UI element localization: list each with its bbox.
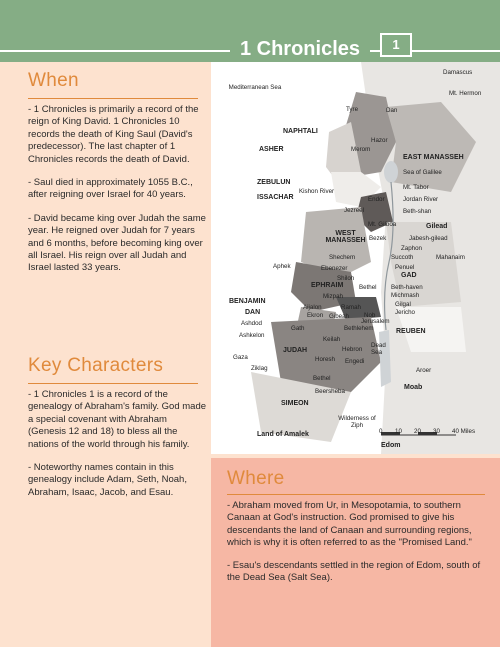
map-label: Edom xyxy=(381,442,401,449)
key-characters-section xyxy=(28,355,206,510)
map-label: Keilah xyxy=(323,336,341,343)
map-label: Beth-haven xyxy=(391,284,423,291)
chapter-number-badge: 1 xyxy=(380,33,412,57)
page-title: 1 Chronicles xyxy=(230,36,370,62)
map-label: Land of Amalek xyxy=(257,431,309,438)
where-paragraph: - Abraham moved from Ur, in Mesopotamia, to southern Canaan at God's instruction. God promised to give his descendants the land of Canaan and surrounding regions, which is why it is often referred to as the "Promised Land." xyxy=(227,500,472,549)
map-label: Wilderness of Ziph xyxy=(338,415,376,429)
map-label: NAPHTALI xyxy=(283,128,318,135)
map-label: Ziklag xyxy=(251,365,268,372)
scale-label: 20 xyxy=(414,428,421,435)
map-label: Jabesh-gilead xyxy=(409,235,448,242)
map-label: GAD xyxy=(401,272,417,279)
key-characters-rule xyxy=(28,383,198,384)
scale-label: 0 xyxy=(379,428,383,435)
map-label: Damascus xyxy=(443,69,473,76)
map-label: Gilgal xyxy=(395,301,411,308)
map-label: Bezek xyxy=(369,235,387,242)
map-label: Endor xyxy=(368,196,385,203)
map-label: Dead Sea xyxy=(371,342,386,356)
map-label: Engedi xyxy=(345,358,365,365)
map-label: Bethel xyxy=(313,375,331,382)
map-label: Aphek xyxy=(273,263,291,270)
map-label: Succoth xyxy=(391,254,414,261)
when-heading: When xyxy=(28,70,79,91)
map-label: Mahanaim xyxy=(436,254,465,261)
when-paragraph: - David became king over Judah the same year. He reigned over Judah for 7 years and 6 months, before becoming king over all Israel. His reign over all Judah and Israel lasted 33 years. xyxy=(28,212,206,274)
map-label: Aroer xyxy=(416,367,432,374)
map-label: Gilead xyxy=(426,223,448,230)
map-label: Aijalon xyxy=(303,304,322,311)
where-heading: Where xyxy=(227,468,285,489)
map-label: REUBEN xyxy=(396,328,426,335)
map-label: Bethlehem xyxy=(344,325,374,332)
map-label: SIMEON xyxy=(281,400,309,407)
map-label: Beersheba xyxy=(315,388,345,395)
map-label: DAN xyxy=(245,309,261,316)
map-label: JUDAH xyxy=(283,347,308,354)
map-label: Penuel xyxy=(395,264,415,271)
key-characters-paragraph: - Noteworthy names contain in this genealogy include Adam, Seth, Noah, Abraham, Isaac, Jacob, and Esau. xyxy=(28,462,187,498)
map-label: Zaphon xyxy=(401,245,422,252)
key-characters-paragraph: - 1 Chronicles 1 is a record of the genealogy of Abraham's family. God made a special covenant with Abraham (Genesis 12 and 18) to bless all the nations of the world through his family. xyxy=(28,389,207,450)
map-label: ISSACHAR xyxy=(257,194,294,201)
map-label: Michmash xyxy=(391,292,420,299)
where-rule xyxy=(227,494,485,495)
where-paragraph: - Esau's descendants settled in the region of Edom, south of the Dead Sea (Salt Sea). xyxy=(227,559,481,584)
map-label: ASHER xyxy=(259,146,284,153)
map-label: Sea of Galilee xyxy=(403,169,442,176)
map-label: Mt. Hermon xyxy=(449,90,482,97)
map-label: ZEBULUN xyxy=(257,179,291,186)
tribal-map xyxy=(211,62,500,454)
map-label: Jerusalem xyxy=(361,318,390,325)
when-paragraph: - 1 Chronicles is primarily a record of the reign of King David. 1 Chronicles 10 records the death of King Saul (David's predecessor). The last chapter of 1 Chronicles records the death of David. xyxy=(28,104,199,165)
key-characters-heading: Key Characters xyxy=(28,355,164,376)
map-label: WEST MANASSEH xyxy=(325,230,366,244)
when-rule xyxy=(28,98,198,99)
map-label: Mediterranean Sea xyxy=(228,84,282,91)
map-label: Mt. Tabor xyxy=(403,184,429,191)
map-label: EAST MANASSEH xyxy=(403,154,464,161)
map-label: Hebron xyxy=(342,346,363,353)
map-label: Beth-shan xyxy=(403,208,432,215)
map-label: Shiloh xyxy=(337,275,355,282)
map-label: Ashkelon xyxy=(239,332,265,339)
map-label: Ekron xyxy=(307,312,324,319)
map-label: Jericho xyxy=(395,309,415,316)
map-label: Shechem xyxy=(329,254,356,261)
map-label: BENJAMIN xyxy=(229,298,266,305)
map-label: Gaza xyxy=(233,354,248,361)
map-label: Moab xyxy=(404,384,423,391)
map-label: Jezreel xyxy=(344,207,364,214)
map-label: Merom xyxy=(351,146,371,153)
map-label: Nob xyxy=(364,312,376,319)
map-label: Horesh xyxy=(315,356,335,363)
map-label: Jordan River xyxy=(403,196,439,203)
scale-label: 40 Miles xyxy=(452,428,476,435)
map-label: Gath xyxy=(291,325,305,332)
map-label: Dan xyxy=(386,107,398,114)
where-section xyxy=(211,458,500,647)
map-label: EPHRAIM xyxy=(311,282,344,289)
map-label: Ramah xyxy=(341,304,361,311)
map-label: Hazor xyxy=(371,137,388,144)
scale-label: 30 xyxy=(433,428,440,435)
map-label: Ashdod xyxy=(241,320,262,327)
map-label: Tyre xyxy=(346,106,359,113)
map-label: Gibeah xyxy=(329,313,349,320)
map-label: Kishon River xyxy=(299,188,335,195)
when-paragraph: - Saul died in approximately 1055 B.C., after reigning over Israel for 40 years. xyxy=(28,177,193,201)
map-label: Mt. Gilboa xyxy=(368,221,397,228)
when-section xyxy=(28,70,206,286)
scale-label: 10 xyxy=(395,428,402,435)
map-label: Mizpah xyxy=(323,293,343,300)
map-label: Ebenezer xyxy=(321,265,348,272)
map-label: Bethel xyxy=(359,284,377,291)
